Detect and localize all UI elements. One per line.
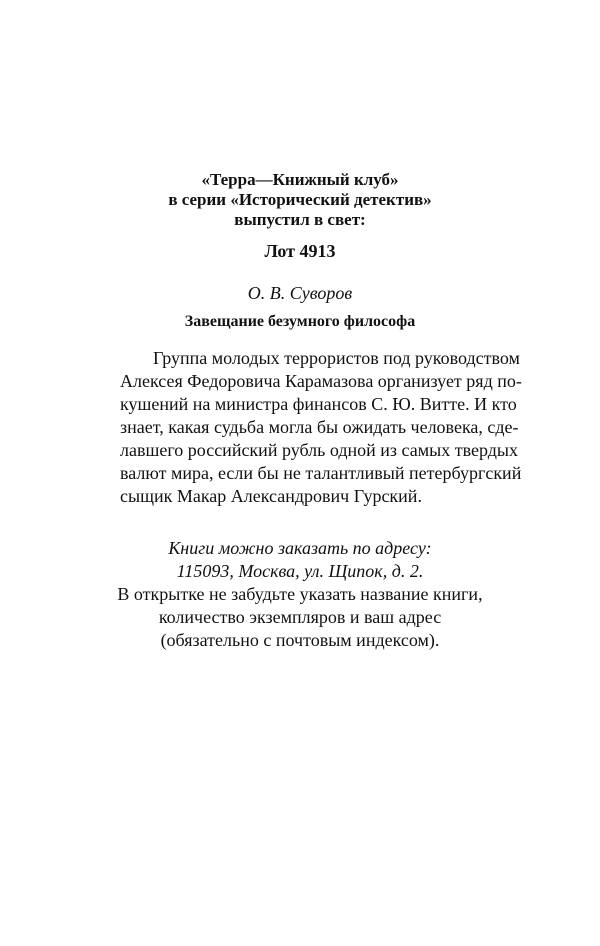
annotation-line: Группа молодых террористов под руководством	[153, 348, 520, 368]
order-line-1: Книги можно заказать по адресу:	[168, 538, 432, 558]
annotation-line: лавшего российский рубль одной из самых твердых	[120, 440, 518, 460]
order-line-4: количество экземпляров и ваш адрес	[158, 607, 442, 627]
book-author: О. В. Суворов	[247, 283, 353, 303]
publisher-header	[0, 170, 600, 230]
order-info	[0, 537, 600, 652]
annotation-line: кушений на министра финансов С. Ю. Витте. И кто	[120, 394, 517, 414]
annotation-line: валют мира, если бы не талантливый петербургский	[120, 463, 522, 483]
order-line-5: (обязательно с почтовым индексом).	[160, 630, 440, 650]
annotation-line: знает, какая судьба могла бы ожидать человека, сде-	[120, 417, 519, 437]
annotation-line: Алексея Федоровича Карамазова организует ряд по-	[120, 371, 522, 391]
order-line-3: В открытке не забудьте указать название книги,	[117, 584, 483, 604]
publisher-line-1: «Терра—Книжный клуб»	[201, 170, 399, 189]
publisher-line-2: в серии «Исторический детектив»	[168, 190, 432, 209]
publisher-line-3: выпустил в свет:	[234, 210, 366, 229]
lot-number: Лот 4913	[264, 241, 336, 261]
annotation-line: сыщик Макар Александрович Гурский.	[120, 486, 422, 506]
book-annotation	[120, 347, 522, 508]
book-title: Завещание безумного философа	[184, 313, 416, 330]
order-address: 115093, Москва, ул. Щипок, д. 2.	[176, 561, 424, 581]
